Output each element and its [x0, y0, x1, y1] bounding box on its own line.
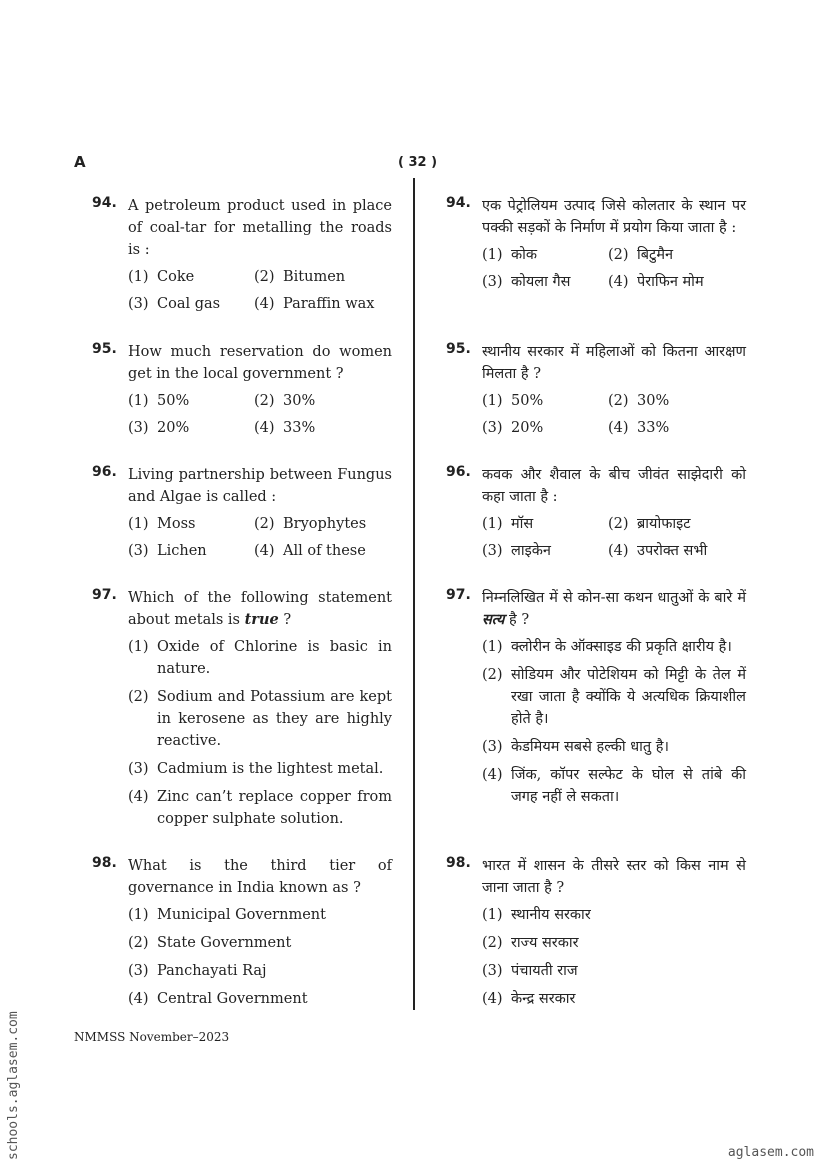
option-3[interactable]: (3) पंचायती राज	[482, 963, 578, 979]
option-1[interactable]: (1) Oxide of Chlorine is basic in nature.	[128, 639, 392, 677]
question-text: Living partnership between Fungus and Algae is called :	[128, 467, 392, 505]
option-4[interactable]: (4) केन्द्र सरकार	[482, 991, 576, 1007]
option-4[interactable]: (4) जिंक, कॉपर सल्फेट के घोल से तांबे की जगह नहीं ले सकता।	[482, 767, 746, 805]
option-2[interactable]: (2) बिटुमैन	[608, 247, 674, 263]
option-4[interactable]: (4) 33%	[254, 420, 316, 436]
option-3[interactable]: (3) 20%	[128, 420, 190, 436]
question-94-hi	[446, 195, 746, 341]
option-2[interactable]: (2) Bitumen	[254, 269, 346, 285]
question-text: स्थानीय सरकार में महिलाओं को कितना आरक्षण मिलता है ?	[482, 344, 746, 382]
option-2[interactable]: (2) राज्य सरकार	[482, 935, 579, 951]
option-1[interactable]: (1) क्लोरीन के ऑक्साइड की प्रकृति क्षारीय है।	[482, 639, 732, 655]
option-1[interactable]: (1) मॉस	[482, 516, 534, 532]
exam-footer: NMMSS November–2023	[74, 1030, 230, 1044]
option-2[interactable]: (2) 30%	[608, 393, 670, 409]
option-2[interactable]: (2) Sodium and Potassium are kept in kerosene as they are highly reactive.	[128, 689, 392, 749]
question-number: 94.	[446, 195, 471, 211]
options-grid	[128, 513, 392, 562]
bottom-watermark: aglasem.com	[727, 1145, 814, 1160]
option-1[interactable]: (1) Moss	[128, 516, 196, 532]
option-4[interactable]: (4) उपरोक्त सभी	[608, 543, 708, 559]
option-4[interactable]: (4) Paraffin wax	[254, 296, 375, 312]
option-2[interactable]: (2) ब्रायोफाइट	[608, 516, 691, 532]
options-list	[128, 636, 392, 830]
option-1[interactable]: (1) 50%	[128, 393, 190, 409]
question-text: How much reservation do women get in the local government ?	[128, 344, 392, 382]
option-1[interactable]: (1) Municipal Government	[128, 907, 326, 923]
option-4[interactable]: (4) Central Government	[128, 991, 308, 1007]
option-4[interactable]: (4) Zinc can’t replace copper from copper sulphate solution.	[128, 789, 392, 827]
options-list	[128, 904, 392, 1010]
option-2[interactable]: (2) 30%	[254, 393, 316, 409]
option-1[interactable]: (1) 50%	[482, 393, 544, 409]
emphasis-word: सत्य	[482, 611, 505, 628]
question-number: 97.	[92, 587, 117, 603]
options-grid	[482, 244, 746, 293]
hindi-column	[446, 195, 746, 1016]
question-number: 95.	[92, 341, 117, 357]
option-3[interactable]: (3) 20%	[482, 420, 544, 436]
option-2[interactable]: (2) Bryophytes	[254, 516, 367, 532]
options-grid	[128, 390, 392, 439]
question-number: 98.	[92, 855, 117, 871]
options-grid	[128, 266, 392, 315]
question-text: Which of the following statement about metals is true ?	[128, 590, 392, 628]
question-98-hi	[446, 855, 746, 1010]
side-watermark: schools.aglasem.com	[6, 1011, 21, 1160]
option-4[interactable]: (4) All of these	[254, 543, 366, 559]
options-grid	[482, 513, 746, 562]
question-96-hi	[446, 464, 746, 587]
question-text: What is the third tier of governance in India known as ?	[128, 858, 392, 896]
question-98-en	[92, 855, 392, 1010]
question-number: 95.	[446, 341, 471, 357]
option-3[interactable]: (3) Coal gas	[128, 296, 221, 312]
option-1[interactable]: (1) कोक	[482, 247, 538, 263]
options-list	[482, 904, 746, 1010]
emphasis-word: true	[244, 611, 279, 628]
column-divider	[413, 178, 415, 1010]
option-2[interactable]: (2) सोडियम और पोटेशियम को मिट्टी के तेल में रखा जाता है क्योंकि ये अत्यधिक क्रियाशील होते है।	[482, 667, 746, 727]
option-1[interactable]: (1) स्थानीय सरकार	[482, 907, 591, 923]
question-number: 98.	[446, 855, 471, 871]
question-97-en	[92, 587, 392, 855]
option-3[interactable]: (3) Cadmium is the lightest metal.	[128, 761, 384, 777]
paper-set-label: A	[74, 153, 86, 171]
option-1[interactable]: (1) Coke	[128, 269, 195, 285]
option-3[interactable]: (3) केडमियम सबसे हल्की धातु है।	[482, 739, 669, 755]
option-3[interactable]: (3) Lichen	[128, 543, 207, 559]
option-4[interactable]: (4) पेराफिन मोम	[608, 274, 704, 290]
question-number: 96.	[446, 464, 471, 480]
question-97-hi	[446, 587, 746, 855]
option-3[interactable]: (3) Panchayati Raj	[128, 963, 267, 979]
question-number: 97.	[446, 587, 471, 603]
option-3[interactable]: (3) लाइकेन	[482, 543, 551, 559]
option-3[interactable]: (3) कोयला गैस	[482, 274, 571, 290]
question-text: कवक और शैवाल के बीच जीवंत साझेदारी को कहा जाता है :	[482, 467, 746, 505]
english-column	[92, 195, 392, 1016]
question-text: A petroleum product used in place of coal-tar for metalling the roads is :	[128, 198, 392, 258]
question-text: एक पेट्रोलियम उत्पाद जिसे कोलतार के स्थान पर पक्की सड़कों के निर्माण में प्रयोग किया जाता है :	[482, 198, 746, 236]
question-number: 94.	[92, 195, 117, 211]
option-4[interactable]: (4) 33%	[608, 420, 670, 436]
question-95-hi	[446, 341, 746, 464]
question-number: 96.	[92, 464, 117, 480]
question-text: निम्नलिखित में से कोन-सा कथन धातुओं के बारे में सत्य है ?	[482, 590, 746, 628]
page-number: ( 32 )	[398, 155, 438, 170]
question-95-en	[92, 341, 392, 464]
question-96-en	[92, 464, 392, 587]
question-94-en	[92, 195, 392, 341]
options-grid	[482, 390, 746, 439]
question-text: भारत में शासन के तीसरे स्तर को किस नाम से जाना जाता है ?	[482, 858, 746, 896]
option-2[interactable]: (2) State Government	[128, 935, 292, 951]
options-list	[482, 636, 746, 808]
